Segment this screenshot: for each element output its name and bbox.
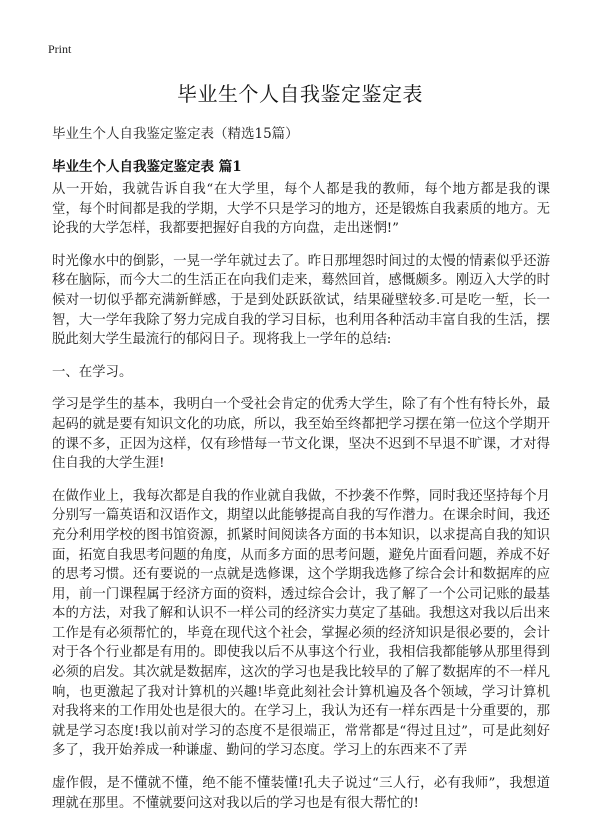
page-title: 毕业生个人自我鉴定鉴定表 [177, 82, 423, 106]
section-heading: 毕业生个人自我鉴定鉴定表 篇1 [52, 159, 242, 175]
body-paragraph: 虚作假，是不懂就不懂，绝不能不懂装懂!孔夫子说过“三人行，必有我师”，我想道理就在那里。不懂就要问这对我以后的学习也是有很大帮忙的! [52, 776, 550, 811]
print-label: Print [48, 42, 72, 56]
document-body [52, 180, 550, 826]
body-paragraph: 从一开始，我就告诉自我“在大学里，每个人都是我的教师，每个地方都是我的课堂，每个时间都是我的学期，大学不只是学习的地方，还是锻炼自我素质的地方。无论我的大学怎样，我都要把握好自我的方向盘，走出迷惘!” [52, 182, 550, 237]
document-subtitle: 毕业生个人自我鉴定鉴定表（精选15篇） [52, 126, 299, 142]
body-paragraph: 一、在学习。 [52, 364, 133, 380]
body-paragraph: 时光像水中的倒影，一晃一学年就过去了。昨日那埋怨时间过的太慢的情素似乎还游移在脑际，而今大二的生活正在向我们走来，蓦然回首，感慨颇多。刚迈入大学的时候对一切似乎都充满新鲜感，于是到处跃跃欲试，结果碰壁较多.可是吃一堑，长一智，大一学年我除了努力完成自我的学习目标，也利用各种活动丰富自我的生活，摆脱此刻大学生最流行的郁闷日子。现将我上一学年的总结: [52, 253, 550, 348]
body-paragraph: 在做作业上，我每次都是自我的作业就自我做，不抄袭不作弊，同时我还坚持每个月分别写一篇英语和汉语作文，期望以此能够提高自我的写作潜力。在课余时间，我还充分利用学校的图书馆资源，抓紧时间阅读各方面的书本知识，以求提高自我的知识面，拓宽自我思考问题的角度，从而多方面的思考问题，避免片面看问题，养成不好的思考习惯。还有要说的一点就是选修课，这个学期我选修了综合会计和数据库的应用，前一门课程属于经济方面的资料，透过综合会计，我了解了一个公司记账的最基本的方法，对我了解和认识不一样公司的经济实力莫定了基础。我想这对我以后出来工作是有必须帮忙的，毕竟在现代这个社会，掌握必须的经济知识是很必要的，会计对于各个行业都是有用的。即使我以后不从事这个行业，我相信我都能够从那里得到必须的启发。其次就是数据库，这次的学习也是我比较早的了解了数据库的不一样凡响，也更激起了我对计算机的兴趣!毕竟此刻社会计算机遍及各个领域，学习计算机对我将来的工作用处也是很大的。在学习上，我认为还有一样东西是十分重要的，那就是学习态度!我以前对学习的态度不是很端正，常常都是“得过且过”，可是此刻好多了，我开始养成一种谦虚、勤问的学习态度。学习上的东西来不了弄 [52, 488, 550, 759]
body-paragraph: 学习是学生的基本，我明白一个受社会肯定的优秀大学生，除了有个性有特长外，最起码的就是要有知识文化的功底，所以，我至始至终都把学习摆在第一位这个学期开的课不多，正因为这样，仅有珍惜每一节文化课，坚决不迟到不早退不旷课，才对得住自我的大学生涯! [52, 397, 550, 472]
